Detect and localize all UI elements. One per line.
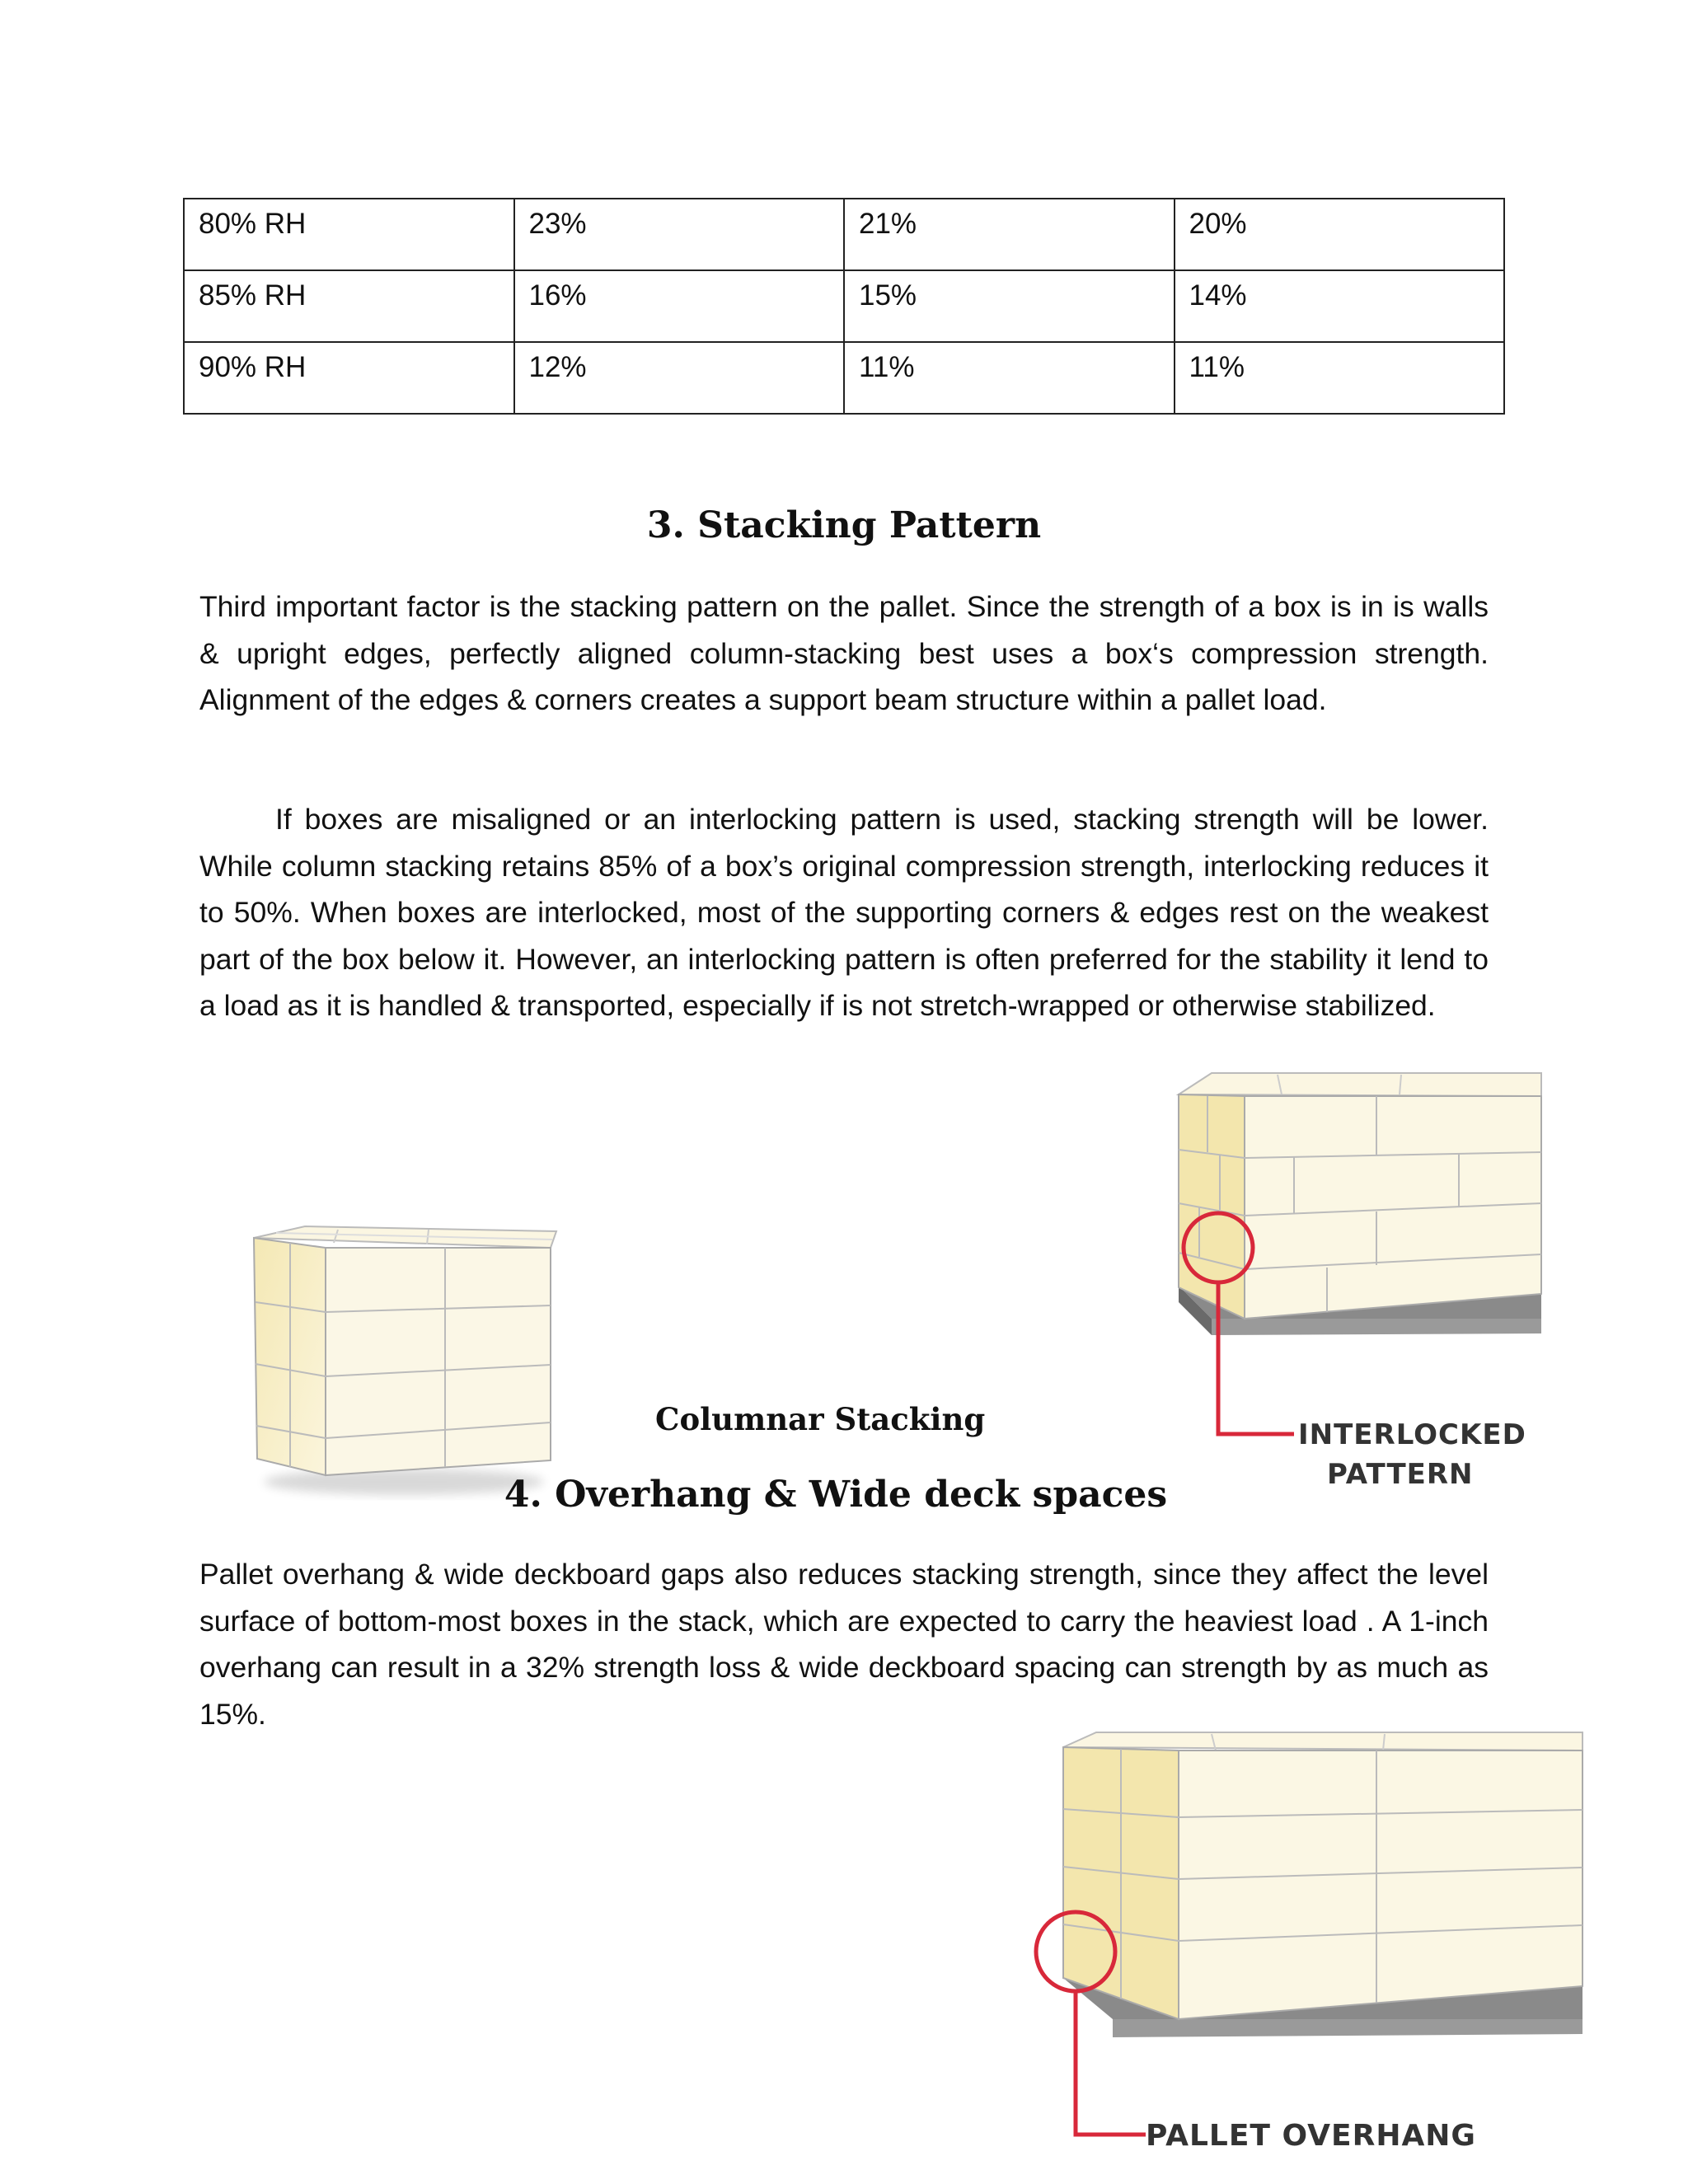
- table-cell: 23%: [514, 199, 845, 270]
- section-heading-overhang: 4. Overhang & Wide deck spaces: [504, 1474, 1168, 1516]
- table-cell: 15%: [844, 270, 1175, 342]
- table-cell: 21%: [844, 199, 1175, 270]
- table-cell: 20%: [1175, 199, 1505, 270]
- table-row: [184, 342, 1504, 414]
- overhang-label: PALLET OVERHANG: [1146, 2119, 1476, 2153]
- table-cell: 12%: [514, 342, 845, 414]
- interlocked-label-line1: INTERLOCKED: [1298, 1418, 1526, 1451]
- paragraph-stacking-intro: Third important factor is the stacking pattern on the pallet. Since the strength of a box is in is walls & upright edges, perfectly aligned column-stacking best uses a box‘s compression strength. Alignment of the edges & corners creates a support beam structure within a pallet load.: [199, 590, 1489, 716]
- table-cell: 11%: [1175, 342, 1505, 414]
- table-cell: 14%: [1175, 270, 1505, 342]
- table-cell: 90% RH: [184, 342, 514, 414]
- paragraph-overhang: Pallet overhang & wide deckboard gaps also reduces stacking strength, since they affect the level surface of bottom-most boxes in the stack, which are expected to carry the heaviest load . A 1-inch overhang can result in a 32% strength loss & wide deckboard spacing can strength by as much as 15%.: [199, 1558, 1489, 1731]
- figure-caption-columnar-stacking: Columnar Stacking: [655, 1401, 986, 1437]
- table-cell: 85% RH: [184, 270, 514, 342]
- table-cell: 11%: [844, 342, 1175, 414]
- table-cell: 80% RH: [184, 199, 514, 270]
- paragraph-interlocking: If boxes are misaligned or an interlocking pattern is used, stacking strength will be lower. While column stacking retains 85% of a box’s original compression strength, interlocking reduces it to 50%. When boxes are interlocked, most of the supporting corners & edges rest on the weakest part of the box below it. However, an interlocking pattern is often preferred for the stability it lend to a load as it is handled & transported, especially if is not stretch-wrapped or otherwise stabilized.: [199, 803, 1489, 1022]
- rh-table: [183, 198, 1505, 415]
- pallet-overhang-figure: [1014, 1731, 1591, 2159]
- table-row: [184, 270, 1504, 342]
- columnar-stacking-figure: [239, 1220, 569, 1508]
- table-cell: 16%: [514, 270, 845, 342]
- interlocked-pattern-figure: [1162, 1071, 1558, 1500]
- section-heading-stacking-pattern: 3. Stacking Pattern: [646, 504, 1042, 546]
- interlocked-label-line2: PATTERN: [1327, 1458, 1474, 1491]
- table-row: [184, 199, 1504, 270]
